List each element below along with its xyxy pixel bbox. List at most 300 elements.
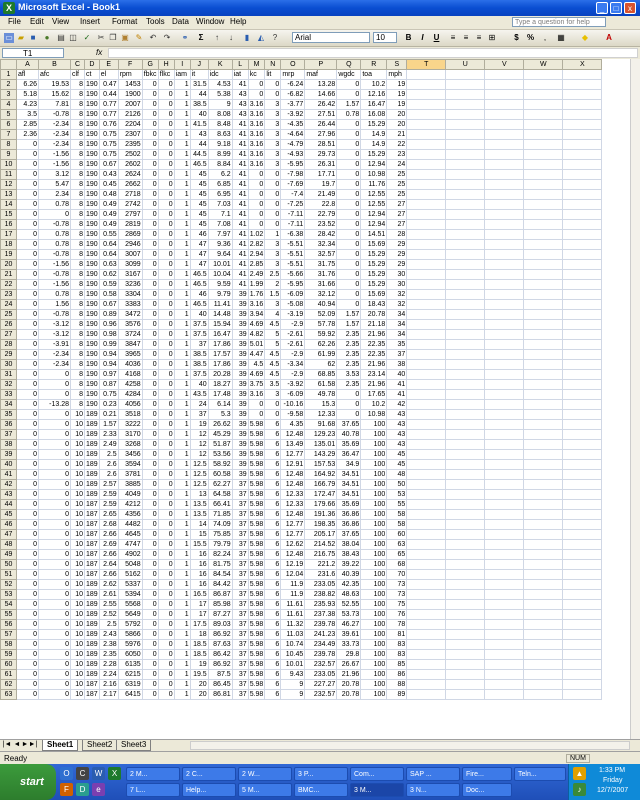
cell[interactable]: 15.69 (361, 240, 387, 250)
cell[interactable]: 0 (265, 170, 281, 180)
cell[interactable]: 3.5 (265, 380, 281, 390)
cell[interactable] (446, 250, 485, 260)
cell[interactable]: 49.78 (305, 390, 337, 400)
task-button[interactable]: Com... (350, 767, 404, 781)
cell[interactable] (446, 70, 485, 80)
cell[interactable]: 1 (174, 90, 190, 100)
cell[interactable] (407, 490, 446, 500)
cell[interactable]: 40 (190, 110, 208, 120)
cell[interactable]: 100 (361, 430, 387, 440)
cell[interactable] (524, 620, 563, 630)
cell[interactable]: 21.96 (361, 330, 387, 340)
cell[interactable] (407, 150, 446, 160)
cell[interactable] (524, 180, 563, 190)
cell[interactable] (407, 660, 446, 670)
cell[interactable]: 3099 (118, 260, 142, 270)
cell[interactable] (563, 210, 602, 220)
cell[interactable]: 0 (17, 190, 39, 200)
cell[interactable]: 3.53 (337, 370, 361, 380)
cell[interactable] (446, 340, 485, 350)
cell[interactable]: 1 (174, 660, 190, 670)
cell[interactable]: maf (305, 70, 337, 80)
row-header[interactable]: 6 (1, 120, 17, 130)
cell[interactable] (524, 600, 563, 610)
cell[interactable]: 0.49 (99, 210, 118, 220)
cell[interactable]: 6 (265, 480, 281, 490)
cell[interactable]: 15.3 (305, 400, 337, 410)
bold-button[interactable]: B (405, 33, 412, 42)
cell[interactable]: 0 (158, 350, 174, 360)
cell[interactable]: 8 (71, 390, 85, 400)
cell[interactable]: 20 (190, 680, 208, 690)
cell[interactable] (407, 190, 446, 200)
cell[interactable]: 0 (158, 220, 174, 230)
cell[interactable]: 13.5 (190, 510, 208, 520)
cell[interactable] (485, 320, 524, 330)
menu-file[interactable]: File (8, 17, 21, 26)
cell[interactable]: 8.99 (208, 150, 232, 160)
cell[interactable]: 10 (71, 580, 85, 590)
cell[interactable] (446, 580, 485, 590)
cell[interactable]: 0 (39, 480, 71, 490)
cell[interactable]: 10 (71, 410, 85, 420)
cell[interactable]: 17.57 (208, 350, 232, 360)
cell[interactable]: 0 (158, 230, 174, 240)
cell[interactable] (485, 610, 524, 620)
task-button[interactable]: Fire... (462, 767, 512, 781)
row-header[interactable]: 13 (1, 190, 17, 200)
row-header[interactable]: 31 (1, 370, 17, 380)
cell[interactable]: 0.48 (99, 190, 118, 200)
column-header[interactable]: G (142, 60, 158, 70)
cell[interactable]: 32.34 (305, 240, 337, 250)
cell[interactable]: 38.04 (337, 540, 361, 550)
cell[interactable] (563, 510, 602, 520)
cell[interactable]: 5568 (118, 600, 142, 610)
cell[interactable]: 0 (142, 650, 158, 660)
cell[interactable]: 85 (387, 660, 407, 670)
row-header[interactable]: 36 (1, 420, 17, 430)
cell[interactable]: -3.92 (281, 380, 305, 390)
cell[interactable]: -2.9 (281, 320, 305, 330)
cell[interactable]: 233.05 (305, 580, 337, 590)
cell[interactable]: 0.23 (99, 400, 118, 410)
cell[interactable]: 47 (190, 240, 208, 250)
cell[interactable]: 41 (232, 260, 248, 270)
cell[interactable]: 20.78 (361, 310, 387, 320)
row-header[interactable]: 55 (1, 610, 17, 620)
cell[interactable]: 0.98 (99, 330, 118, 340)
cell[interactable]: 1 (174, 600, 190, 610)
cell[interactable]: 5.98 (249, 521, 264, 528)
cell[interactable]: -5.08 (281, 300, 305, 310)
redo-icon[interactable]: ↷ (163, 33, 171, 42)
cell[interactable]: 29 (387, 240, 407, 250)
cell[interactable]: 62.26 (305, 340, 337, 350)
cell[interactable]: 0 (158, 200, 174, 210)
cell[interactable]: 0 (17, 460, 39, 470)
cell[interactable]: 1 (174, 200, 190, 210)
cell[interactable]: 30 (387, 270, 407, 280)
cell[interactable]: 0 (337, 300, 361, 310)
cell[interactable]: 0 (39, 440, 71, 450)
cell[interactable]: 70 (387, 570, 407, 580)
task-button[interactable]: Doc... (462, 783, 512, 797)
cell[interactable]: 0 (142, 190, 158, 200)
cell[interactable]: -5.66 (281, 270, 305, 280)
cell[interactable]: 46 (190, 230, 208, 240)
row-header[interactable]: 42 (1, 480, 17, 490)
cell[interactable]: 76 (387, 610, 407, 620)
cell[interactable]: 26.62 (208, 420, 232, 430)
cell[interactable]: -4.35 (281, 120, 305, 130)
cell[interactable]: 16 (190, 570, 208, 580)
cell[interactable]: 0 (17, 370, 39, 380)
cell[interactable]: 41 (232, 130, 248, 140)
cell[interactable]: 0 (17, 490, 39, 500)
cell[interactable]: 17.65 (361, 390, 387, 400)
cell[interactable]: 18.5 (190, 650, 208, 660)
cell[interactable] (524, 370, 563, 380)
cell[interactable] (524, 250, 563, 260)
cell[interactable] (563, 170, 602, 180)
cell[interactable]: 5.98 (249, 651, 264, 658)
cell[interactable]: -4.79 (281, 140, 305, 150)
cell[interactable]: 0 (39, 530, 71, 540)
row-header[interactable]: 18 (1, 240, 17, 250)
cell[interactable]: 11.9 (281, 580, 305, 590)
cell[interactable]: 6.95 (208, 190, 232, 200)
cell[interactable]: 187 (86, 501, 98, 508)
cell[interactable]: 100 (361, 440, 387, 450)
cell[interactable] (446, 320, 485, 330)
prev-sheet-icon[interactable]: ◄ (13, 741, 21, 748)
cell[interactable]: 6 (265, 530, 281, 540)
cell[interactable]: 5.98 (249, 461, 264, 468)
row-header[interactable]: 28 (1, 340, 17, 350)
cell[interactable]: 0 (158, 240, 174, 250)
cell[interactable] (485, 210, 524, 220)
cell[interactable]: afl (17, 70, 39, 80)
column-header[interactable]: T (407, 60, 446, 70)
cell[interactable]: 0 (158, 170, 174, 180)
cell[interactable]: 43 (387, 430, 407, 440)
cell[interactable]: 2819 (118, 220, 142, 230)
cell[interactable]: 78 (387, 620, 407, 630)
cell[interactable]: 61.58 (305, 380, 337, 390)
cell[interactable] (407, 400, 446, 410)
cell[interactable]: 1 (174, 620, 190, 630)
column-header[interactable]: O (281, 60, 305, 70)
cell[interactable]: 0 (265, 410, 281, 420)
row-header[interactable]: 30 (1, 360, 17, 370)
cell[interactable]: 12.55 (361, 200, 387, 210)
cell[interactable]: 0 (17, 290, 39, 300)
cell[interactable]: 135.01 (305, 440, 337, 450)
cell[interactable]: 40 (387, 370, 407, 380)
cell[interactable]: 21.49 (305, 190, 337, 200)
cell[interactable]: 0 (39, 500, 71, 510)
cell[interactable]: 0.76 (99, 120, 118, 130)
cell[interactable]: 0 (17, 610, 39, 620)
cell[interactable] (485, 550, 524, 560)
cell[interactable] (563, 290, 602, 300)
cell[interactable] (563, 110, 602, 120)
cell[interactable]: 2.38 (99, 640, 118, 650)
cell[interactable]: 43 (387, 410, 407, 420)
cell[interactable]: 100 (361, 540, 387, 550)
cell[interactable]: 1 (174, 540, 190, 550)
cell[interactable] (407, 340, 446, 350)
cell[interactable]: 3518 (118, 410, 142, 420)
cell[interactable]: 0 (17, 620, 39, 630)
cell[interactable]: 0 (17, 600, 39, 610)
cell[interactable]: 0 (17, 380, 39, 390)
cell[interactable]: 41.5 (190, 120, 208, 130)
cell[interactable]: 71.85 (208, 510, 232, 520)
cell[interactable]: 190 (86, 171, 98, 178)
cell[interactable] (485, 100, 524, 110)
cell[interactable]: 5 (265, 340, 281, 350)
cell[interactable]: 1 (174, 340, 190, 350)
cell[interactable]: 6 (265, 560, 281, 570)
cell[interactable]: -2.61 (281, 340, 305, 350)
cell[interactable]: 37 (232, 500, 248, 510)
cell[interactable]: 37 (232, 690, 248, 700)
cell[interactable]: 34.51 (337, 470, 361, 480)
cell[interactable]: 0.67 (99, 160, 118, 170)
cell[interactable]: 0.45 (99, 180, 118, 190)
fill-color-icon[interactable]: ◆ (581, 33, 589, 42)
cell[interactable]: 0 (158, 250, 174, 260)
cell[interactable]: 4.5 (265, 350, 281, 360)
cell[interactable]: -2.34 (39, 350, 71, 360)
cell[interactable]: 0 (142, 600, 158, 610)
cell[interactable]: 14.66 (305, 90, 337, 100)
row-header[interactable]: 14 (1, 200, 17, 210)
start-button[interactable]: start (0, 764, 56, 800)
cell[interactable]: 0 (39, 520, 71, 530)
cell[interactable]: 26.67 (337, 660, 361, 670)
cell[interactable]: 10.74 (281, 640, 305, 650)
cell[interactable]: 0 (17, 550, 39, 560)
cell[interactable] (485, 430, 524, 440)
cell[interactable]: 4747 (118, 540, 142, 550)
cell[interactable] (524, 320, 563, 330)
cell[interactable]: 32 (387, 300, 407, 310)
cell[interactable] (485, 440, 524, 450)
cell[interactable]: 189 (86, 411, 98, 418)
cell[interactable] (407, 510, 446, 520)
cell[interactable]: 2.35 (337, 360, 361, 370)
cell[interactable]: 190 (86, 81, 98, 88)
cell[interactable] (446, 90, 485, 100)
cell[interactable]: 43 (190, 130, 208, 140)
cell[interactable]: 8 (71, 220, 85, 230)
cell[interactable] (563, 350, 602, 360)
column-header[interactable]: E (99, 60, 118, 70)
cell[interactable]: 8 (71, 340, 85, 350)
cell[interactable] (563, 80, 602, 90)
cell[interactable]: -3.19 (281, 310, 305, 320)
cell[interactable]: 6.14 (208, 400, 232, 410)
cell[interactable]: -0.78 (39, 310, 71, 320)
cell[interactable] (446, 610, 485, 620)
cell[interactable]: 0 (17, 260, 39, 270)
cell[interactable]: 4 (265, 310, 281, 320)
cell[interactable]: 12.33 (281, 490, 305, 500)
cell[interactable]: 86.92 (208, 660, 232, 670)
cell[interactable]: 0 (142, 220, 158, 230)
cell[interactable] (485, 450, 524, 460)
cell[interactable]: -3.91 (39, 340, 71, 350)
cell[interactable]: 2.55 (99, 600, 118, 610)
cell[interactable]: 12.48 (281, 470, 305, 480)
cell[interactable] (446, 210, 485, 220)
cell[interactable] (485, 250, 524, 260)
cell[interactable]: -5.51 (281, 250, 305, 260)
cell[interactable]: -3.92 (281, 110, 305, 120)
cell[interactable]: 0 (158, 670, 174, 680)
cell[interactable]: 9 (281, 680, 305, 690)
cell[interactable]: 0.43 (99, 170, 118, 180)
cell[interactable]: 28.51 (305, 140, 337, 150)
cell[interactable]: 14.9 (361, 130, 387, 140)
cell[interactable]: 41 (232, 190, 248, 200)
cell[interactable]: 53.73 (337, 610, 361, 620)
cell[interactable]: 8 (71, 100, 85, 110)
cell[interactable]: 2.35 (337, 340, 361, 350)
cell[interactable]: 187 (86, 681, 98, 688)
cell[interactable]: 1 (174, 350, 190, 360)
cell[interactable]: 0 (248, 190, 265, 200)
quicklaunch-outlook-icon[interactable]: O (60, 767, 73, 780)
cell[interactable]: 6050 (118, 650, 142, 660)
cell[interactable]: 238.82 (305, 590, 337, 600)
cell[interactable]: 0 (17, 530, 39, 540)
cell[interactable]: 1 (174, 680, 190, 690)
cell[interactable]: 12.94 (361, 160, 387, 170)
cell[interactable]: 0.78 (337, 110, 361, 120)
cell[interactable]: 10 (71, 420, 85, 430)
cell[interactable]: 0 (39, 610, 71, 620)
cell[interactable]: 0 (158, 260, 174, 270)
cell[interactable]: 86.92 (208, 630, 232, 640)
cell[interactable]: 7.03 (208, 200, 232, 210)
cell[interactable]: 12.55 (361, 190, 387, 200)
cell[interactable]: 37 (232, 510, 248, 520)
cell[interactable] (563, 130, 602, 140)
cell[interactable]: 190 (86, 241, 98, 248)
cell[interactable] (485, 500, 524, 510)
cell[interactable]: 37 (232, 640, 248, 650)
cell[interactable]: 8 (71, 170, 85, 180)
cell[interactable]: 100 (361, 640, 387, 650)
cell[interactable]: 1 (174, 450, 190, 460)
cell[interactable]: 14.9 (361, 140, 387, 150)
cell[interactable]: 37 (232, 650, 248, 660)
cell[interactable]: 0.64 (99, 240, 118, 250)
cell[interactable]: 0 (337, 90, 361, 100)
cell[interactable] (563, 460, 602, 470)
cell[interactable] (485, 690, 524, 700)
merge-center-icon[interactable]: ⊞ (488, 33, 496, 42)
cell[interactable]: 4.5 (265, 370, 281, 380)
cell[interactable]: 44.5 (190, 150, 208, 160)
cell[interactable]: 0 (142, 400, 158, 410)
cell[interactable]: 10.2 (361, 400, 387, 410)
cell[interactable]: 0.87 (99, 380, 118, 390)
cell[interactable]: 17.71 (305, 170, 337, 180)
cell[interactable]: 0 (158, 270, 174, 280)
cell[interactable] (524, 610, 563, 620)
cell[interactable]: 0 (142, 440, 158, 450)
cell[interactable]: 100 (361, 570, 387, 580)
cell[interactable] (485, 200, 524, 210)
cell[interactable]: 3 (265, 120, 281, 130)
cell[interactable] (446, 440, 485, 450)
cell[interactable]: 100 (361, 510, 387, 520)
cell[interactable] (563, 560, 602, 570)
cell[interactable]: 0 (158, 310, 174, 320)
cell[interactable]: 0 (17, 680, 39, 690)
cell[interactable]: 2869 (118, 230, 142, 240)
cell[interactable]: 12.19 (281, 560, 305, 570)
cell[interactable]: 6 (265, 610, 281, 620)
cell[interactable]: 2.34 (39, 190, 71, 200)
cell[interactable]: 3.16 (249, 131, 264, 138)
cell[interactable]: 64.58 (208, 490, 232, 500)
cell[interactable]: 100 (361, 560, 387, 570)
cell[interactable]: 22 (387, 140, 407, 150)
cell[interactable]: 37 (232, 530, 248, 540)
cell[interactable]: 2.66 (99, 550, 118, 560)
cell[interactable]: 190 (86, 201, 98, 208)
cell[interactable]: 3 (265, 160, 281, 170)
cell[interactable]: 86.42 (208, 650, 232, 660)
cell[interactable] (524, 80, 563, 90)
cell[interactable]: 15.29 (361, 120, 387, 130)
cell[interactable]: 0 (158, 430, 174, 440)
cell[interactable] (485, 570, 524, 580)
cell[interactable]: 89 (387, 690, 407, 700)
cell[interactable]: 1 (174, 430, 190, 440)
cell[interactable]: 0 (142, 670, 158, 680)
cell[interactable]: 58 (387, 520, 407, 530)
cell[interactable]: 10.01 (208, 260, 232, 270)
cell[interactable]: 73 (387, 580, 407, 590)
cell[interactable]: 232.57 (305, 660, 337, 670)
cell[interactable]: 39 (232, 330, 248, 340)
cell[interactable]: 39.61 (337, 630, 361, 640)
cell[interactable] (563, 650, 602, 660)
cell[interactable]: 41 (232, 240, 248, 250)
cell[interactable]: 0 (39, 450, 71, 460)
cell[interactable]: 18.43 (361, 300, 387, 310)
cell[interactable]: 10 (71, 460, 85, 470)
cell[interactable]: 10 (71, 620, 85, 630)
row-header[interactable]: 5 (1, 110, 17, 120)
cell[interactable] (446, 560, 485, 570)
cell[interactable] (485, 600, 524, 610)
cell[interactable]: 35.69 (337, 500, 361, 510)
cell[interactable]: 189 (86, 671, 98, 678)
cell[interactable] (524, 420, 563, 430)
cell[interactable] (407, 280, 446, 290)
cell[interactable] (407, 130, 446, 140)
cell[interactable] (407, 90, 446, 100)
cell[interactable]: 5.01 (249, 341, 264, 348)
